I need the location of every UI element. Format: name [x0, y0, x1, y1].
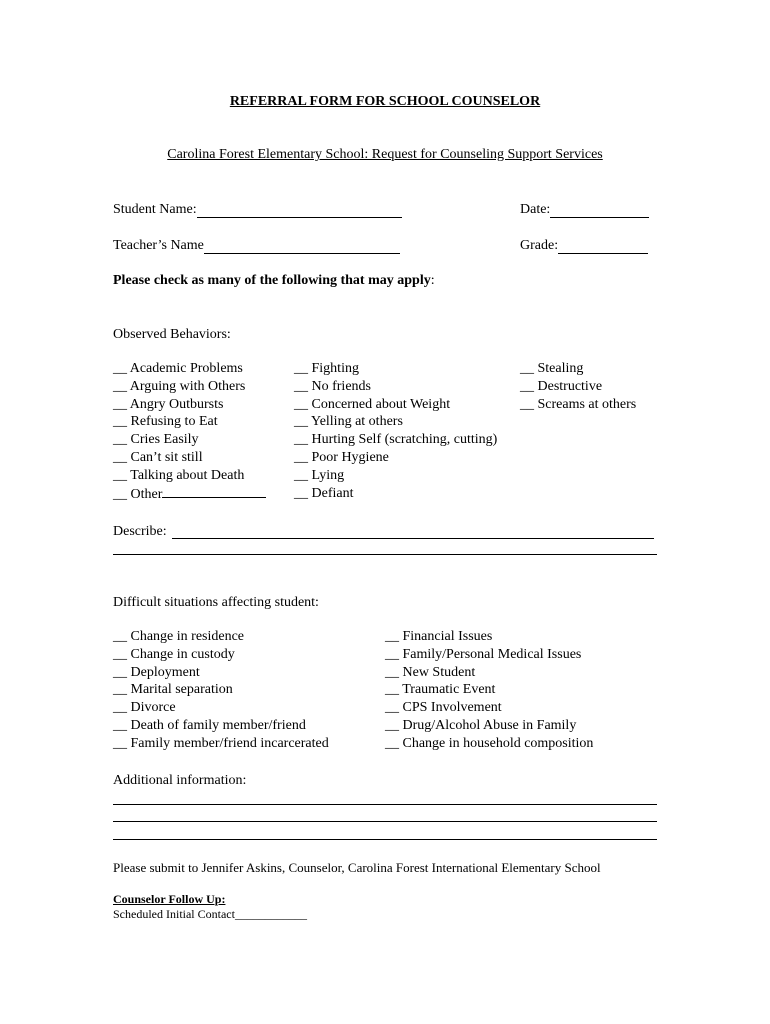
observed-checkbox-other[interactable] — [113, 485, 266, 504]
observed-checkbox-concerned-about-weight[interactable] — [294, 396, 497, 414]
situation-checkbox-family-member-friend-incarcerated[interactable] — [113, 735, 329, 753]
checkbox-label: Angry Outbursts — [129, 396, 224, 412]
observed-checkbox-talking-about-death[interactable] — [113, 467, 266, 485]
checkbox-label: Stealing — [537, 361, 584, 376]
situation-checkbox-death-of-family-member-friend[interactable] — [113, 717, 329, 735]
check-blank[interactable]: __ — [294, 378, 312, 394]
scheduled-contact-blank[interactable]: ____________ — [234, 907, 307, 921]
grade-row — [520, 237, 648, 254]
observed-checkbox-angry-outbursts[interactable] — [113, 396, 266, 414]
grade-input[interactable] — [558, 239, 648, 254]
checkbox-label: Family member/friend incarcerated — [130, 735, 329, 751]
observed-col1 — [113, 360, 266, 503]
checkbox-label: Change in residence — [130, 629, 245, 644]
observed-checkbox-cries-easily[interactable] — [113, 431, 266, 449]
checkbox-label: Drug/Alcohol Abuse in Family — [402, 717, 577, 733]
situation-checkbox-cps-involvement[interactable] — [385, 699, 593, 717]
checkbox-label: Concerned about Weight — [311, 396, 451, 412]
situations-col2 — [385, 628, 593, 753]
check-blank[interactable]: __ — [113, 396, 130, 412]
check-blank[interactable]: __ — [385, 735, 403, 751]
check-blank[interactable]: __ — [385, 629, 403, 644]
observed-checkbox-poor-hygiene[interactable] — [294, 449, 497, 467]
check-blank[interactable]: __ — [113, 717, 131, 733]
situation-checkbox-change-in-household-composition[interactable] — [385, 735, 593, 753]
situation-checkbox-new-student[interactable] — [385, 664, 593, 682]
checkbox-label: Financial Issues — [402, 629, 493, 644]
check-blank[interactable]: __ — [113, 432, 131, 448]
checkbox-label: Death of family member/friend — [130, 717, 306, 733]
observed-checkbox-academic-problems[interactable] — [113, 360, 266, 378]
situations-heading: Difficult situations affecting student: — [113, 595, 319, 610]
student-name-row — [113, 201, 402, 218]
check-blank[interactable]: __ — [385, 682, 403, 698]
checkbox-label: Lying — [311, 467, 345, 483]
check-blank[interactable]: __ — [294, 414, 311, 430]
situations-col1 — [113, 628, 329, 753]
teacher-name-input[interactable] — [204, 239, 400, 254]
checkbox-label: Cries Easily — [130, 432, 199, 448]
checkbox-label: Traumatic Event — [402, 682, 496, 698]
checkbox-label: No friends — [311, 378, 371, 394]
date-input[interactable] — [550, 203, 649, 218]
observed-checkbox-refusing-to-eat[interactable] — [113, 413, 266, 431]
check-blank[interactable]: __ — [113, 629, 131, 644]
checkbox-label: Other — [130, 486, 163, 502]
checkbox-label: Poor Hygiene — [311, 449, 389, 465]
student-name-input[interactable] — [197, 203, 402, 218]
check-blank[interactable]: __ — [294, 467, 312, 483]
check-blank[interactable]: __ — [113, 664, 131, 680]
observed-checkbox-stealing[interactable] — [520, 360, 636, 378]
check-blank[interactable]: __ — [294, 361, 312, 376]
checkbox-label: New Student — [402, 664, 476, 680]
check-blank[interactable]: __ — [113, 449, 131, 465]
checkbox-label: Change in custody — [130, 646, 235, 662]
situation-checkbox-financial-issues[interactable] — [385, 628, 593, 646]
checkbox-label: Defiant — [311, 485, 354, 501]
situation-checkbox-divorce[interactable] — [113, 699, 329, 717]
check-blank[interactable]: __ — [385, 700, 403, 716]
check-blank[interactable]: __ — [294, 432, 312, 448]
additional-line-1[interactable] — [113, 804, 657, 805]
checkbox-label: Hurting Self (scratching, cutting) — [311, 432, 498, 448]
observed-col3 — [520, 360, 636, 413]
observed-checkbox-arguing-with-others[interactable] — [113, 378, 266, 396]
observed-checkbox-destructive[interactable] — [520, 378, 636, 396]
form-subtitle: Carolina Forest Elementary School: Request for Counseling Support Services — [167, 147, 603, 162]
scheduled-contact-row — [113, 907, 307, 922]
form-title: REFERRAL FORM FOR SCHOOL COUNSELOR — [229, 94, 541, 109]
check-blank[interactable]: __ — [520, 378, 538, 394]
check-blank[interactable]: __ — [113, 646, 131, 662]
check-blank[interactable]: __ — [113, 486, 131, 502]
checkbox-label: Fighting — [311, 361, 359, 376]
situation-checkbox-drug-alcohol-abuse-in-family[interactable] — [385, 717, 593, 735]
scheduled-contact-label: Scheduled Initial Contact — [113, 907, 235, 921]
check-blank[interactable]: __ — [113, 467, 131, 483]
describe-line-1[interactable] — [172, 538, 654, 539]
observed-checkbox-no-friends[interactable] — [294, 378, 497, 396]
observed-checkbox-lying[interactable] — [294, 467, 497, 485]
checkbox-label: Change in household composition — [402, 735, 594, 751]
teacher-name-row — [113, 237, 400, 254]
checkbox-label: Screams at others — [537, 396, 637, 412]
checkbox-label: Deployment — [130, 664, 200, 680]
instruction-text: Please check as many of the following that may apply — [113, 273, 431, 288]
check-blank[interactable]: __ — [113, 700, 131, 716]
check-blank[interactable]: __ — [520, 361, 538, 376]
describe-label: Describe: — [113, 524, 167, 539]
checkbox-label: Talking about Death — [130, 467, 245, 483]
checkbox-label: Academic Problems — [129, 361, 243, 376]
checkbox-label: Can’t sit still — [130, 449, 203, 465]
instruction — [113, 272, 435, 289]
checkbox-label: Refusing to Eat — [130, 414, 218, 430]
situation-checkbox-change-in-residence[interactable] — [113, 628, 329, 646]
other-specify-line[interactable] — [162, 485, 266, 498]
situation-checkbox-deployment[interactable] — [113, 664, 329, 682]
additional-label: Additional information: — [113, 773, 247, 788]
check-blank[interactable]: __ — [294, 396, 312, 412]
checkbox-label: CPS Involvement — [402, 700, 502, 716]
checkbox-label: Family/Personal Medical Issues — [402, 646, 582, 662]
check-blank[interactable]: __ — [113, 682, 131, 698]
observed-checkbox-screams-at-others[interactable] — [520, 396, 636, 414]
check-blank[interactable]: __ — [385, 646, 403, 662]
teacher-name-label: Teacher’s Name — [113, 238, 204, 253]
checkbox-label: Marital separation — [130, 682, 233, 698]
additional-line-2[interactable] — [113, 821, 657, 822]
observed-checkbox-hurting-self-scratching-cutting[interactable] — [294, 431, 497, 449]
observed-heading: Observed Behaviors: — [113, 327, 231, 342]
check-blank[interactable]: __ — [520, 396, 538, 412]
situation-checkbox-traumatic-event[interactable] — [385, 681, 593, 699]
check-blank[interactable]: __ — [385, 664, 403, 680]
checkbox-label: Divorce — [130, 700, 176, 716]
situation-checkbox-change-in-custody[interactable] — [113, 646, 329, 664]
followup-heading: Counselor Follow Up: — [113, 892, 226, 906]
check-blank[interactable]: __ — [113, 378, 130, 394]
situation-checkbox-family-personal-medical-issues[interactable] — [385, 646, 593, 664]
check-blank[interactable]: __ — [113, 414, 131, 430]
check-blank[interactable]: __ — [294, 485, 312, 501]
describe-line-2[interactable] — [113, 554, 657, 555]
student-name-label: Student Name: — [113, 202, 197, 217]
observed-checkbox-can-t-sit-still[interactable] — [113, 449, 266, 467]
observed-checkbox-yelling-at-others[interactable] — [294, 413, 497, 431]
submit-instructions: Please submit to Jennifer Askins, Counselor, Carolina Forest International Elementary School — [113, 860, 601, 875]
check-blank[interactable]: __ — [385, 717, 403, 733]
checkbox-label: Yelling at others — [310, 414, 403, 430]
checkbox-label: Destructive — [537, 378, 603, 394]
grade-label: Grade: — [520, 238, 559, 253]
date-row — [520, 201, 649, 218]
check-blank[interactable]: __ — [113, 361, 130, 376]
checkbox-label: Arguing with Others — [129, 378, 246, 394]
date-label: Date: — [520, 202, 551, 217]
check-blank[interactable]: __ — [113, 735, 131, 751]
observed-checkbox-defiant[interactable] — [294, 485, 497, 503]
observed-checkbox-fighting[interactable] — [294, 360, 497, 378]
situation-checkbox-marital-separation[interactable] — [113, 681, 329, 699]
check-blank[interactable]: __ — [294, 449, 312, 465]
additional-line-3[interactable] — [113, 839, 657, 840]
observed-col2 — [294, 360, 497, 502]
instruction-suffix: : — [430, 273, 435, 288]
